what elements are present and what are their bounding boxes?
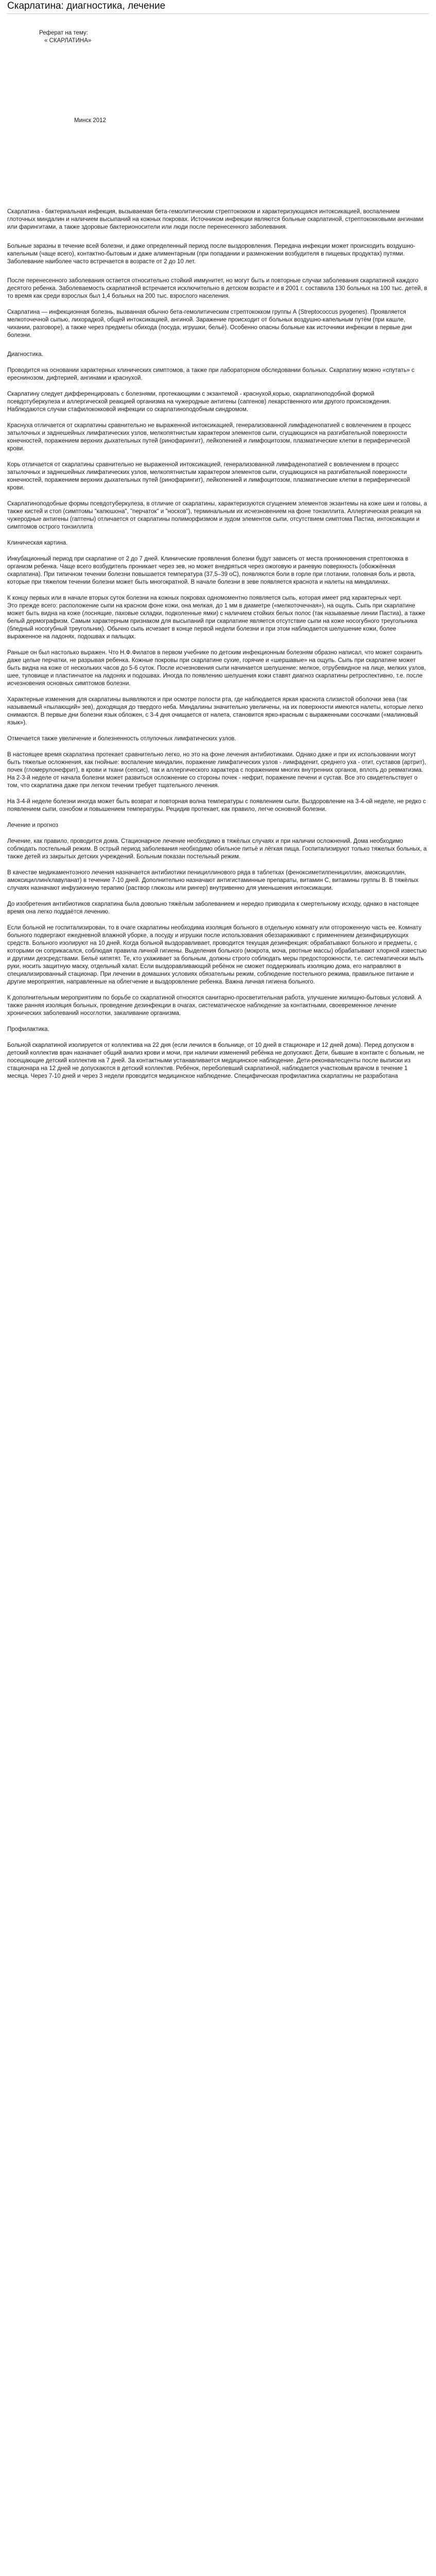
paragraph: Корь отличается от скарлатины сравнительно не выраженной интоксикацией, генерализованной лимфаденопатией с вовлечением в процесс затылочных и заднешейных лимфатических узлов, мелкопятнистым характером элементов сыпи, сгущающихся на разгибательной поверхности конечностей, поражением верхних дыхательных путей (ринофарингит), лейкопенией и лимфоцитозом, плазматические клетки в периферической крови. [7,462,410,491]
section-heading: Диагностика. [7,351,43,358]
paragraph: В настоящее время скарлатина протекает сравнительно легко, но это на фоне лечения антибиотиками. Однако даже и при их использовании могут быть тяжелые осложнения, как гнойные: воспаление миндалин, поражение лимфатических узлов - лимфаденит, среднего уха - отит, суставов (артрит), почек (гломерулонефрит), в крови и ткани (сепсис), так и аллергического характера с поражением многих внутренних органов, вплоть до ревматизма. На 2-3-й неделе от начала болезни может развиться осложнение со стороны почек - нефрит, поражение печени и сустав. Все это свидетельствует о том, что скарлатина даже при легком течении требует тщательного лечения. [7,752,426,789]
paragraph: Лечение, как правило, проводится дома. Стационарное лечение необходимо в тяжёлых случаях и при наличии осложнений. Дома необходимо соблюдать постельный режим. В острый период заболевания необходимо обильное питьё и лёгкая пища. Госпитализируют только тяжелых больных, а также детей из закрытых детских учреждений. Больным показан постельный режим. [7,838,427,860]
title-divider [7,13,429,14]
paragraph: После перенесенного заболевания остается относительно стойкий иммунитет, но могут быть и повторные случаи заболевания скарлатиной каждого десятого ребенка. Заболеваемость скарлатиной встречается исключительно в детском возрасте и в 2001 г. составила 130 больных на 100 тыс. детей, в то время как среди взрослых был 1,4 больных на 200 тыс. взрослого населения. [7,278,427,299]
paragraph: Скарлатиноподобные формы псевдотуберкулеза, в отличие от скарлатины, характеризуются сгущением элементов экзантемы на коже шеи и головы, а также кистей и стоп (симптомы "капюшона", "перчаток" и "носков"), терминальным их исчезновением на фоне тонзиллита. Аллергическая реакция на чужеродные антигены (гаптены) отличается от скарлатины полиморфизмом и зудом элементов сыпи, отсутствием симптома Пастиа, интоксикации и симптомов острого тонзиллита [7,501,427,530]
paragraph: Если больной не госпитализирован, то в очаге скарлатины необходима изоляция больного в отдельную комнату или отгороженную часть ее. Комнату больного подвергают ежедневной влажной уборке, а посуду и игрушки после использования обеззараживают с применением дезинфицирующих средств. Больного изолируют на 10 дней. Когда больной выздоравливает, проводится текущая дезинфекция: обрабатывают больного и предметы, с которыми он соприкасался, соблюдая правила личной гигиены. Выделения больного (мокрота, моча, рвотные массы) обрабатывают хлорной известью и другими дезсредствами. Бельё кипятят. Те, кто ухаживает за больным, должны строго соблюдать меры предосторожности, т.е. систематически мыть руки, носить защитную маску, отдельный халат. Если выздоравливающий ребёнок не сможет поддерживать изоляцию дома, его направляют в специализированный стационар. При лечении в домашних условиях обязательны режим, соблюдение постельного режима, правильное питание и другие мероприятия, направленные на облегчение и выздоровление ребенка. Важна личная гигиена больного. [7,925,427,985]
paragraph: К концу первых или в начале вторых суток болезни на кожных покровах одномоментно появляется сыпь, которая имеет ряд характерных черт. Это прежде всего: расположение сыпи на красном фоне кожи, она мелкая, до 1 мм в диаметре («мелкоточечная»), на ощупь. Сыпь при скарлатине может быть видна на коже (лоснящие, паховые складки, подколенные ямки) с наличием стойких белых полос (так называемые линии Пастиа), а также белый дермографизм. Самым характерным признаком для высыпаний при скарлатине является отсутствие сыпи на коже носогубного треугольника (бледный носогубный треугольник). Обычно сыпь исчезает в конце первой недели болезни и при этом наблюдается шелушение кожи, более выраженное на ладонях, подошвах и пальцах. [7,595,425,640]
paragraph: Проводится на основании характерных клинических симптомов, а также при лабораторном обследовании больных. Скарлатину можно «спутать» с ереснинозом, дифтерией, ангинами и краснухой. [7,367,415,381]
paragraph: Больные заразны в течение всей болезни, и даже определенный период после выздоровления. Передача инфекции может происходить воздушно-капельным (чаще всего), контактно-бытовым и даже алиментарным (при попадании и размножении возбудителя в пищевых продуктах) путями. Заболевание наиболее часто встречается в возрасте от 2 до 10 лет. [7,243,415,265]
paragraph: Больной скарлатиной изолируется от коллектива на 22 дня (если лечился в больнице, от 10 дней в стационаре и 12 дней дома). Перед допуском в детский коллектив врач назначает общий анализ крови и мочи, при наличии изменений ребёнка не допускают. Дети, бывшие в контакте с больным, не посещающие детский коллектив на 7 дней. За контактными устанавливается медицинское наблюдение. Дети-реконвалесценты после выписки из стационара на 12 дней не допускаются в детский коллектив. Ребёнок, переболевший скарлатиной, наблюдается участковым врачом в течение 1 месяца. Через 7-10 дней и через 3 недели проводится медицинское наблюдение. Специфическая профилактика скарлатины не разработана [7,1042,425,1079]
paragraph: Краснуха отличается от скарлатины сравнительно не выраженной интоксикацией, генерализованной лимфаденопатией с вовлечением в процесс затылочных и заднешейных лимфатических узлов, мелкопятнистым характером элементов сыпи, сгущающихся на разгибательной поверхности конечностей, поражением верхних дыхательных путей (ринофарингит), лейкопенией и лимфоцитозом, плазматические клетки в периферической крови. [7,422,411,452]
paragraph: Отмечается также увеличение и болезненность отлупочных лимфатических узлов. [7,736,236,742]
paragraph: Раньше он был настолько выражен. Что Н.Ф.Филатов в первом учебнике по детским инфекционным болезням образно написал, что может сохранить даже целые перчатки, не разрывая ребенка. Кожные покровы при скарлатине сухие, горячие и «шершавые» на ощупь. Сыпь при скарлатине может быть видна на коже от нескольких часов до 5-6 суток. После исчезновения сыпи начинается шелушение: мелкое, отрубевидное на лице, мелких узлов, шее, туловище и пластинчатое на ладонях и подошвах. Иногда по появлению шелушения кожи ставят диагноз скарлатины ретроспективно, т.е. после исчезновения основных симптомов болезни. [7,650,426,687]
document-title: Скарлатина: диагностика, лечение [7,1,166,11]
paragraph: До изобретения антибиотиков скарлатина была довольно тяжёлым заболеванием и нередко приводила к смертельному исходу, однако в настоящее время она легко поддаётся лечению. [7,901,419,915]
paragraph: В качестве медикаментозного лечения назначается антибиотики пенициллинового ряда в таблетках (феноксиметилпенициллин, амоксициллин, амоксициллин/клавуланат) в течение 7-10 дней. Дополнительно назначают антигистаминные препараты, витамин С, витамины группы В. В тяжёлых случаях назначают инфузионную терапию (раствор глюкозы или рингер) внутривенно для уменьшения интоксикации. [7,870,418,891]
section-heading: Клиническая картина. [7,540,68,546]
paragraph: Скарлатина — инфекционная болезнь, вызванная обычно бета-гемолитическим стрептококком группы А (Streptococcus pyogenes). Проявляется мелкоточечной сыпью, лихорадкой, общей интоксикацией, ангиной. Заражение происходит от больных воздушно-капельным путём (при кашле, чихании, разговоре), а также через предметы обихода (посуда, игрушки, бельё). Особенно опасны больные как источники инфекции в первые дни болезни. [7,309,412,338]
paragraph: К дополнительным мероприятиям по борьбе со скарлатиной относятся санитарно-просветительная работа, улучшение жилищно-бытовых условий. А также ранняя изоляция больных, проведение дезинфекции в очагах, систематическое наблюдение за контактными, своевременное лечение хронических заболеваний носоглотки, закаливание организма. [7,995,422,1016]
section-heading: Профилактика. [7,1026,49,1032]
city-year: Минск 2012 [74,117,106,124]
paragraph: Скарлатина - бактериальная инфекция, вызываемая бета-гемолитическим стрептококком и характеризующаяся интоксикацией, воспалением глоточных миндалин и наличием высыпаний на кожных покровах. Источником инфекции являются больные скарлатиной, стрептококковыми ангинами или фарингитами, а также здоровые бактерионосители или люди после перенесенного заболевания. [7,209,424,230]
document-body [7,208,429,1080]
reference-label: Реферат на тему: [39,30,88,36]
reference-block [39,29,429,45]
paragraph: На 3-4-й неделе болезни иногда может быть возврат и повторная волна температуры с появлением сыпи. Выздоровление на 3-4-ой неделе, не редко с появлением сыпи, ознобом и повышением температуры. Рецидив протекает, как правило, легче основной болезни. [7,799,426,812]
paragraph: Характерные изменения для скарлатины выявляются и при осмотре полости рта, где наблюдается яркая краснота слизистой оболочки зева (так называемый «пылающий» зев), доходящая до твердого неба. Миндалины значительно увеличены, на их поверхности имеются налеты, которые легко снимаются. В первые дни болезни язык обложен, с 3-4 дня очищается от налета, становится ярко-красным с выраженными сосочками («малиновый язык»). [7,697,423,726]
document-page [0,0,436,1099]
reference-topic: « СКАРЛАТИНА» [44,38,92,44]
section-heading: Лечение и прогноз [7,822,59,828]
paragraph: Инкубационный период при скарлатине от 2 до 7 дней. Клинические проявления болезни будут зависеть от места проникновения стрептококка в организм ребенка. Чаще всего возбудитель проникает через зев, но может внедряться через ожоговую и раневую поверхность (обожжённая скарлатина). При типичном течении болезни повышается температура (37,5–39 оС), появляются боли в горле при глотании, головная боль и рвота, которые при тяжелом течении болезни может быть многократной. В начале болезни в зеве появляется краснота и налеты на миндалинах. [7,556,415,585]
paragraph: Скарлатину следует дифференцировать с болезнями, протекающими с экзантемой - краснухой,корью, скарлатиноподобной формой псевдотуберкулеза и аллергической реакцией организма на чужеродные антигены (сапгенов) лекарственного или другого происхождения. Наблюдаются случаи стафилококковой инфекции со скарлатиноподобным синдромом. [7,391,391,413]
